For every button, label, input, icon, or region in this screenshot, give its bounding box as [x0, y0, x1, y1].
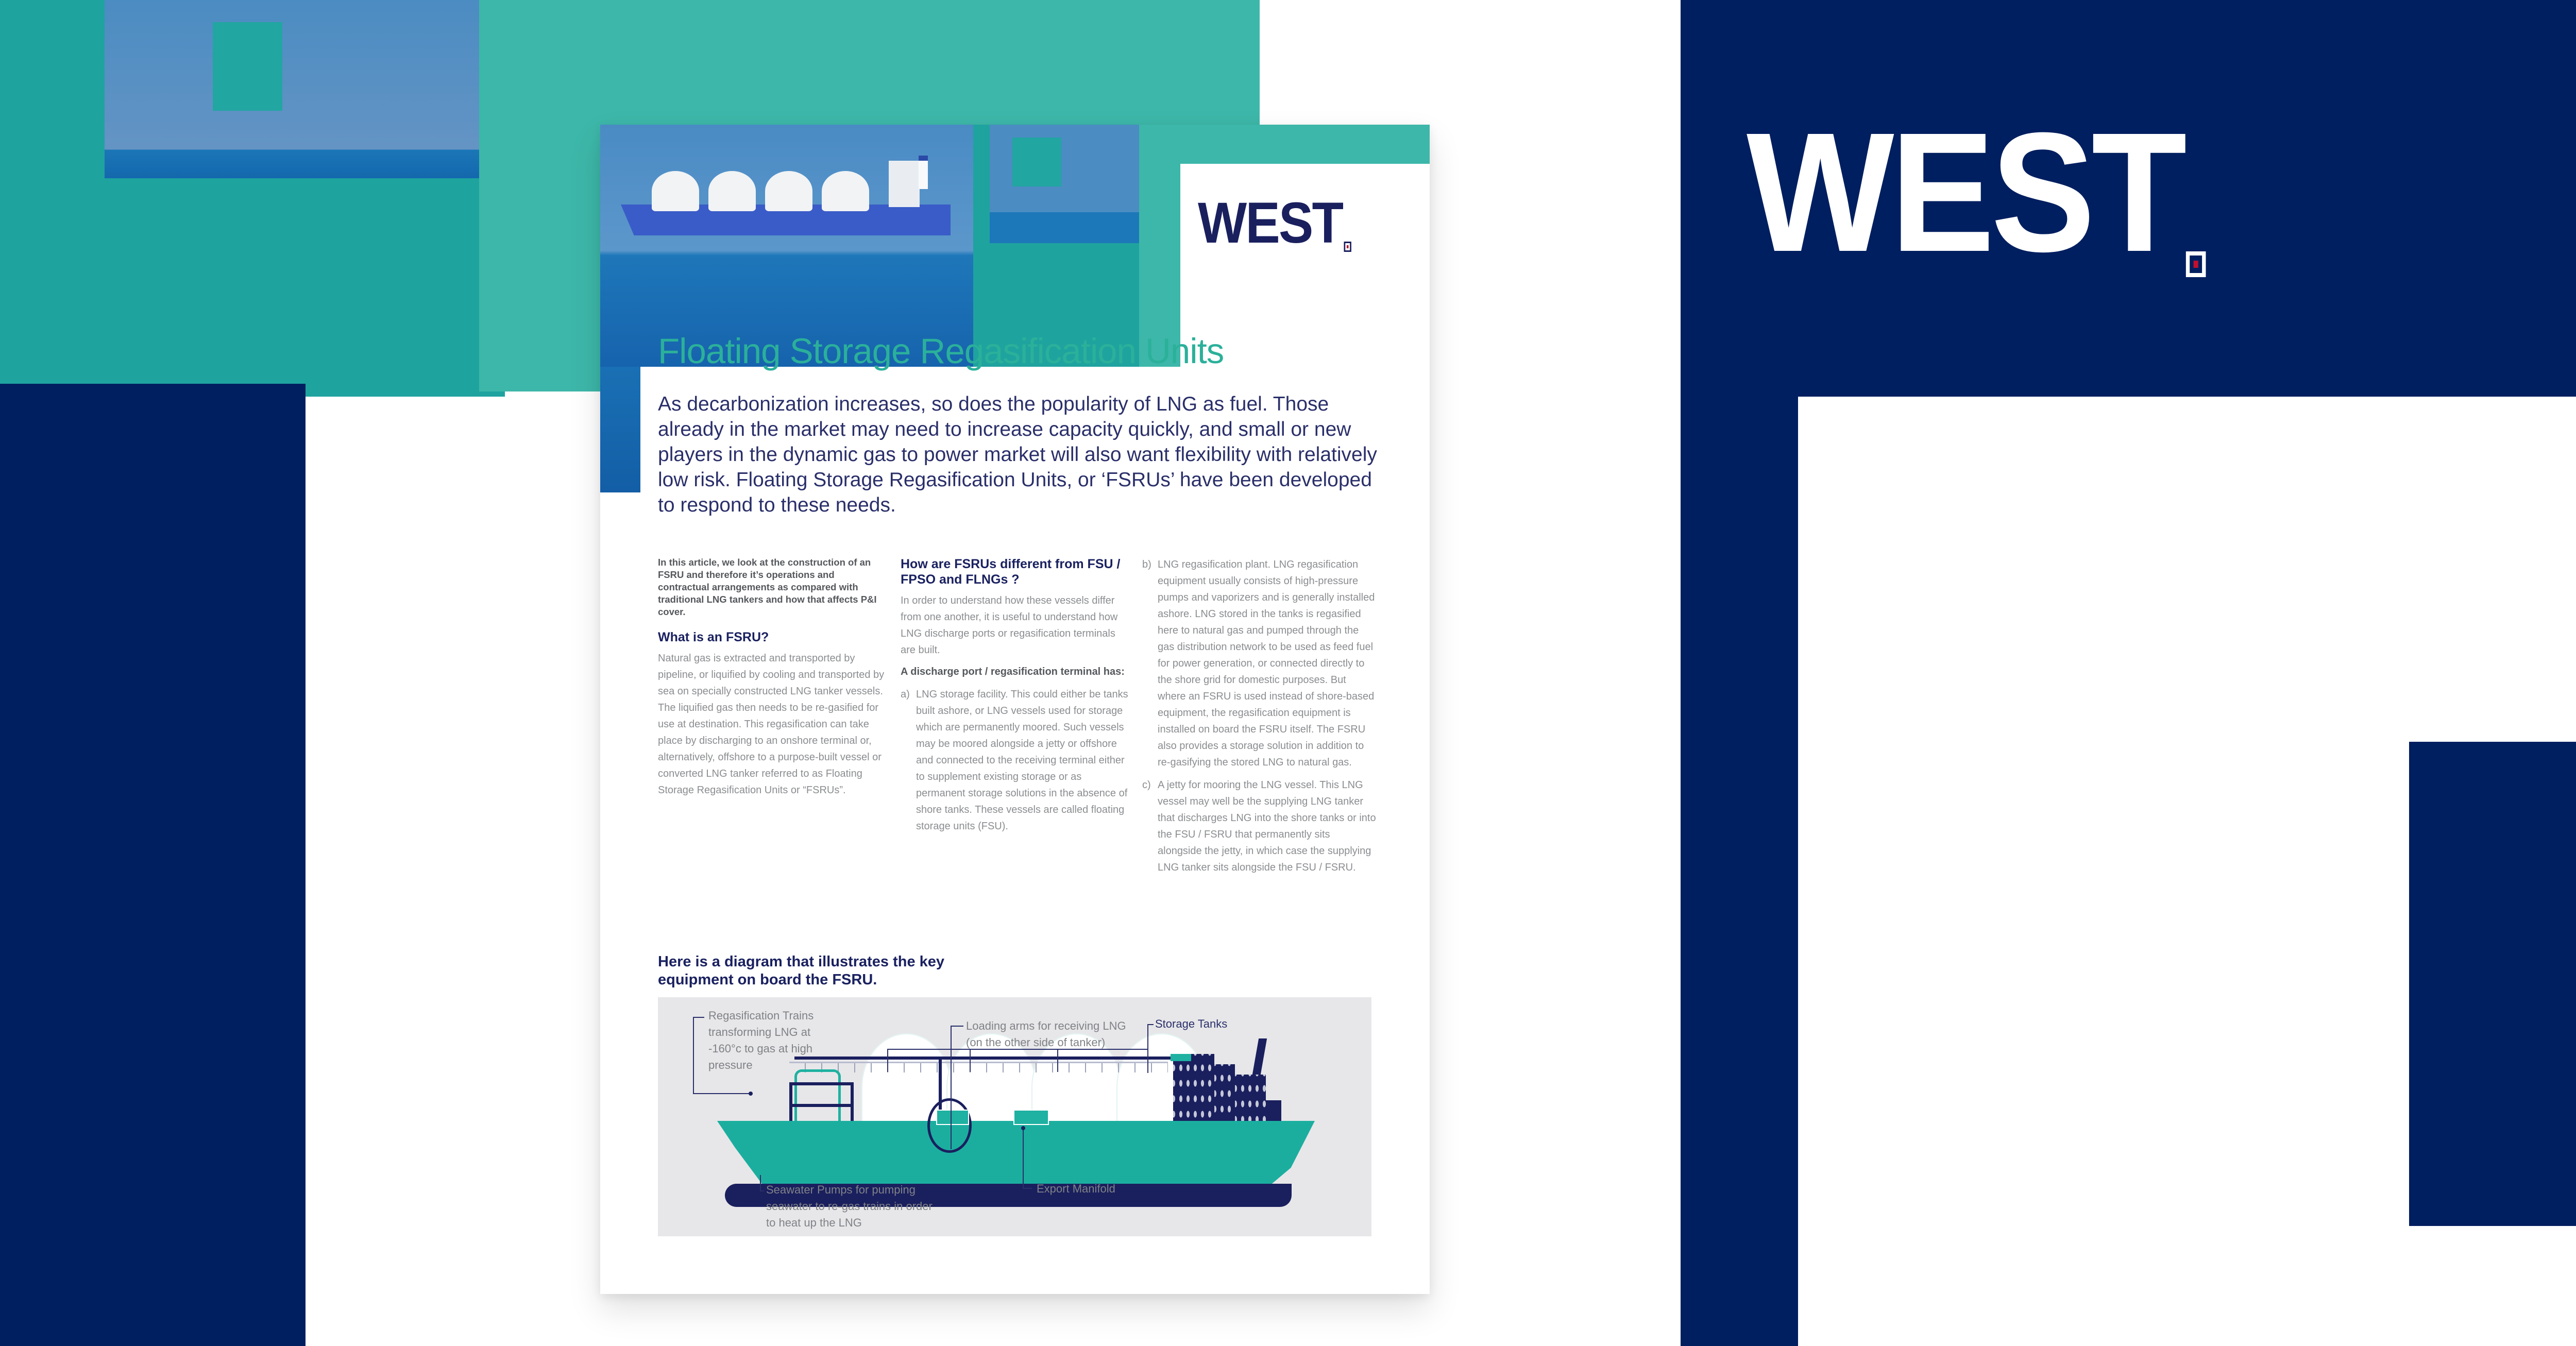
leader-dot: [1021, 1126, 1025, 1130]
leader-line: [1147, 1024, 1154, 1025]
leader-line: [760, 1175, 761, 1190]
label-export-manifold: Export Manifold: [1037, 1182, 1115, 1195]
document-page: [600, 125, 1430, 1294]
logo-square-mark-icon: [1344, 242, 1351, 252]
section-body: Natural gas is extracted and transported by pipeline, or liquified by cooling and transported by sea on specially constructed LNG tanker vessels. The liquified gas then needs to be re-gasified for use at destination. This regasification can take place by discharging to an onshore terminal or, alternatively, offshore to a purpose-built vessel or converted LNG tanker referred to as Floating Storage Regasification Units or “FSRUs”.: [658, 653, 885, 796]
ship-tank-dome: [652, 171, 699, 211]
ship-tank-dome: [765, 171, 812, 211]
list-item-c: [1142, 777, 1377, 876]
header-teal-square: [1012, 138, 1061, 186]
export-manifold-block: [1013, 1110, 1049, 1125]
label-seawater-pumps: Seawater Pumps for pumping seawater to re-gas trains in order to heat up the LNG: [766, 1183, 933, 1229]
label-loading-arms: Loading arms for receiving LNG (on the other side of tanker): [966, 1019, 1126, 1049]
superstructure-block: [1235, 1075, 1266, 1123]
ship-funnel: [919, 156, 928, 189]
section-heading-what-is-fsru: What is an FSRU?: [658, 630, 769, 644]
document-title: Floating Storage Regasification Units: [658, 331, 1224, 371]
list-text: LNG regasification plant. LNG regasification equipment usually consists of high-pressure pumps and vaporizers and is generally installed ashore. LNG stored in the tanks is regasified here to natural gas and pumped through the gas distribution network to be used as feed fuel for power generation, or connected directly to the shore grid for domestic purposes. But where an FSRU is used instead of shore-based equipment, the regasification equipment is installed on board the FSRU itself. The FSRU also provides a storage solution in addition to re-gasifying the stored LNG to natural gas.: [1158, 559, 1375, 768]
list-letter: b): [1142, 559, 1151, 570]
sea-photo-strip: [600, 367, 640, 492]
superstructure-block: [1173, 1054, 1214, 1123]
leader-line: [693, 1093, 750, 1094]
loading-manifold: [936, 1110, 969, 1125]
section-heading-differences: How are FSRUs different from FSU / FPSO and FLNGs ?: [901, 557, 1121, 587]
pipe-truss: [789, 1062, 1168, 1072]
label-regasification-trains: Regasification Trains transforming LNG at -160°c to gas at high pressure: [708, 1009, 814, 1071]
leader-line: [1023, 1188, 1032, 1189]
funnel: [1252, 1038, 1267, 1075]
leader-line: [951, 1026, 952, 1149]
background-sea-photo: [105, 0, 481, 178]
leader-line: [1023, 1126, 1024, 1188]
ship-bridge: [889, 161, 920, 207]
column-2: [901, 556, 1132, 841]
diagram-heading: Here is a diagram that illustrates the key equipment on board the FSRU.: [658, 953, 945, 988]
west-logo-large: [1747, 97, 2206, 287]
list-item-a: [901, 686, 1132, 834]
leader-line: [693, 1017, 694, 1093]
leader-line: [1057, 1049, 1058, 1072]
background-navy-block-bottom-left: [0, 384, 306, 1346]
header-teal-top-bar: [1139, 125, 1430, 164]
leader-dot: [749, 1092, 753, 1096]
logo-square-mark-icon: [2186, 251, 2206, 277]
west-logo-text: WEST: [1198, 191, 1343, 255]
leader-line: [760, 1190, 764, 1191]
list-text: LNG storage facility. This could either be tanks built ashore, or LNG vessels used for storage which are permanently moored. Such vessels may be moored alongside a jetty or offshore and connected to the receiving terminal either to supplement existing storage or as permanent storage solutions in the absence of shore tanks. These vessels are called floating storage units (FSU).: [916, 689, 1128, 832]
column-3: [1142, 556, 1377, 882]
west-logo-text: WEST: [1747, 97, 2183, 287]
west-logo-document: [1198, 191, 1351, 255]
bridge-wing: [1171, 1054, 1191, 1061]
leader-line: [693, 1017, 704, 1018]
leader-line: [970, 1049, 971, 1072]
ship-tank-dome: [708, 171, 756, 211]
list-letter: a): [901, 689, 910, 700]
list-letter: c): [1142, 779, 1151, 791]
loading-arm-highlight-circle: [927, 1098, 972, 1153]
leader-line: [887, 1049, 888, 1072]
section-body: In order to understand how these vessels differ from one another, it is useful to understand how LNG discharge ports or regasification terminals are built.: [901, 595, 1118, 656]
fsru-diagram: [658, 997, 1371, 1236]
intro-paragraph: In this article, we look at the construction of an FSRU and therefore it’s operations and contractual arrangements as compared with traditional LNG tankers and how that affects P&I cover.: [658, 557, 877, 617]
superstructure-block: [1214, 1064, 1235, 1123]
background-teal-square: [213, 22, 282, 111]
pipe-rack: [794, 1057, 1171, 1060]
header-sea-panel: [990, 212, 1139, 243]
ship-tank-dome: [822, 171, 869, 211]
leader-line: [951, 1026, 963, 1027]
list-item-b: [1142, 556, 1377, 771]
column-1: [658, 556, 885, 806]
superstructure-block: [1266, 1100, 1281, 1123]
document-lead-paragraph: As decarbonization increases, so does the popularity of LNG as fuel. Those already in the market may need to increase capacity quickly, and small or new players in the dynamic gas to power market will also want flexibility with relatively low risk. Floating Storage Regasification Units, or ‘FSRUs’ have been developed to respond to these needs.: [658, 393, 1377, 516]
subheading-terminal: A discharge port / regasification terminal has:: [901, 666, 1125, 677]
background-navy-rect-far-right: [2409, 742, 2576, 1226]
label-storage-tanks: Storage Tanks: [1155, 1017, 1228, 1030]
list-text: A jetty for mooring the LNG vessel. This LNG vessel may well be the supplying LNG tanker that discharges LNG into the shore tanks or into the FSU / FSRU that permanently sits alongside the jetty, in which case the supplying LNG tanker sits alongside the FSU / FSRU.: [1158, 779, 1376, 873]
ship-hull: [717, 1121, 1315, 1188]
